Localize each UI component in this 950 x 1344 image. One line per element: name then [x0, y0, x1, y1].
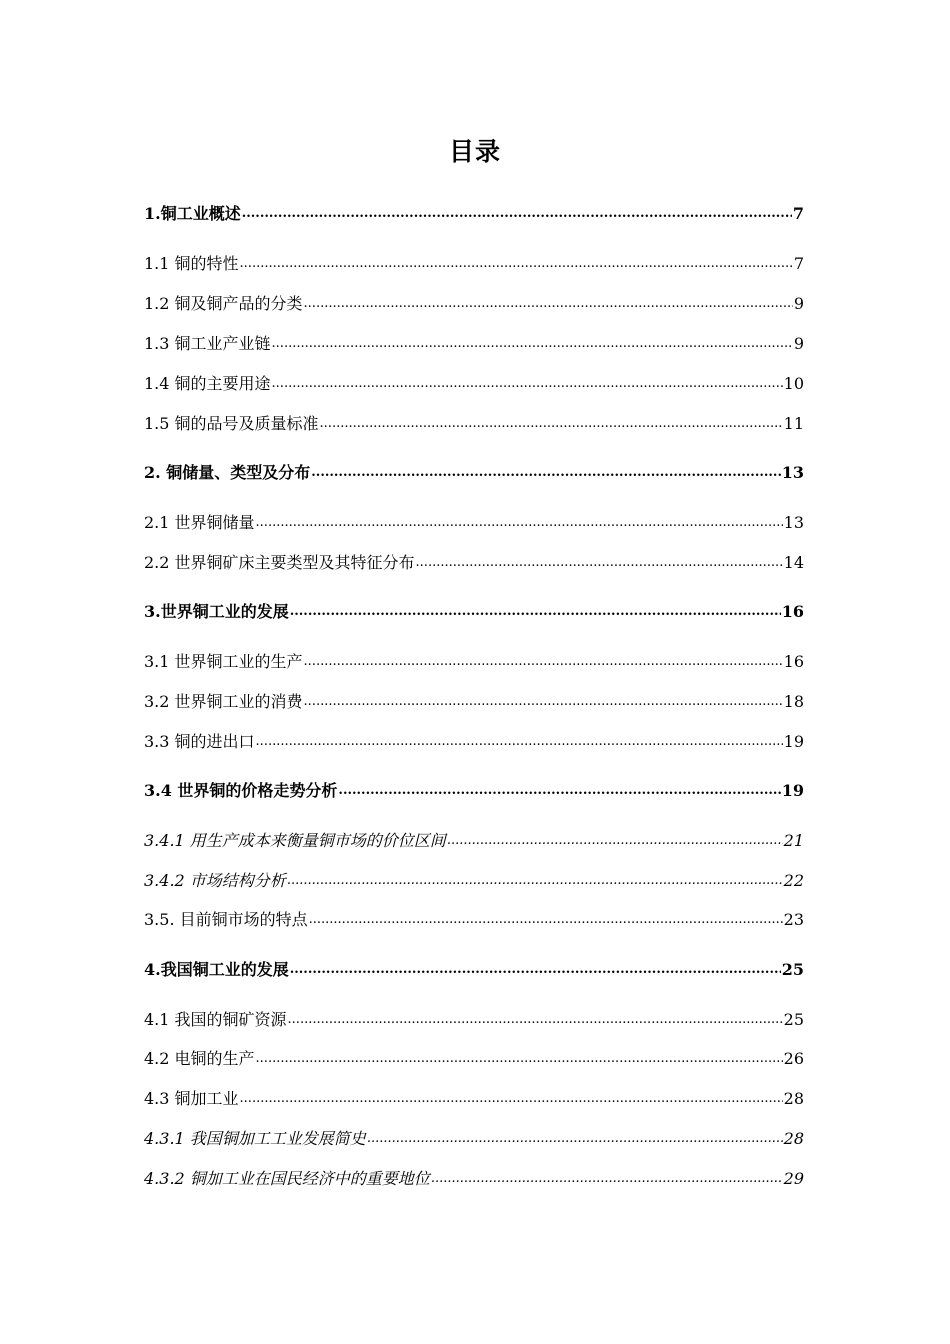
toc-entry-label: 3.5. 目前铜市场的特点: [144, 910, 308, 929]
toc-dot-leader: [304, 692, 783, 712]
toc-entry-page-number: 11: [783, 414, 804, 433]
toc-entry-page-number: 26: [783, 1049, 804, 1068]
toc-entry-page-number: 16: [781, 602, 804, 621]
toc-entry[interactable]: [144, 777, 804, 801]
toc-dot-leader: [272, 334, 793, 354]
toc-entry[interactable]: [144, 200, 804, 224]
toc-entry-page-number: 13: [783, 513, 804, 532]
toc-entry-label: 3.3 铜的进出口: [144, 732, 255, 751]
toc-dot-leader: [431, 1169, 783, 1189]
toc-entry[interactable]: [144, 1085, 804, 1109]
toc-entry-page-number: 9: [793, 334, 804, 353]
toc-entry[interactable]: [144, 250, 804, 274]
toc-entry[interactable]: [144, 728, 804, 752]
toc-entry-page-number: 23: [783, 910, 804, 929]
toc-dot-leader: [338, 781, 780, 801]
toc-entry[interactable]: [144, 688, 804, 712]
toc-entry-page-number: 21: [783, 831, 804, 850]
toc-dot-leader: [242, 204, 792, 224]
toc-entry[interactable]: [144, 370, 804, 394]
toc-entry-label: 4.3.2 铜加工业在国民经济中的重要地位: [144, 1169, 430, 1188]
toc-entry-label: 4.3.1 我国铜加工工业发展简史: [144, 1129, 366, 1148]
toc-entry-page-number: 28: [783, 1129, 804, 1148]
toc-entry[interactable]: [144, 827, 804, 851]
toc-entry-label: 4.3 铜加工业: [144, 1089, 239, 1108]
toc-entry[interactable]: [144, 1125, 804, 1149]
toc-dot-leader: [287, 871, 783, 891]
toc-entry-page-number: 9: [793, 294, 804, 313]
toc-dot-leader: [367, 1129, 783, 1149]
toc-entry[interactable]: [144, 867, 804, 891]
toc-entry[interactable]: [144, 1165, 804, 1189]
toc-entry-page-number: 14: [783, 553, 804, 572]
toc-entry[interactable]: [144, 410, 804, 434]
toc-dot-leader: [309, 910, 783, 930]
toc-entry-label: 1.1 铜的特性: [144, 254, 239, 273]
toc-dot-leader: [256, 732, 783, 752]
toc-entry-label: 3.4 世界铜的价格走势分析: [144, 781, 338, 800]
toc-entry[interactable]: [144, 1006, 804, 1030]
toc-entry-label: 4.2 电铜的生产: [144, 1049, 255, 1068]
toc-entry-label: 2.2 世界铜矿床主要类型及其特征分布: [144, 553, 415, 572]
toc-entry-label: 2. 铜储量、类型及分布: [144, 463, 311, 482]
toc-dot-leader: [447, 831, 783, 851]
toc-entry-page-number: 22: [783, 871, 804, 890]
toc-entry[interactable]: [144, 956, 804, 980]
toc-dot-leader: [290, 602, 781, 622]
toc-entry-label: 3.1 世界铜工业的生产: [144, 652, 303, 671]
toc-title: 目录: [448, 137, 501, 166]
toc-entry-page-number: 18: [783, 692, 804, 711]
toc-entry-page-number: 7: [793, 254, 804, 273]
toc-entry-label: 4.1 我国的铜矿资源: [144, 1010, 287, 1029]
toc-entry-label: 3.4.1 用生产成本来衡量铜市场的价位区间: [144, 831, 446, 850]
toc-entry-label: 1.5 铜的品号及质量标准: [144, 414, 319, 433]
toc-entry[interactable]: [144, 509, 804, 533]
toc-entry-page-number: 29: [783, 1169, 804, 1188]
toc-entry-page-number: 25: [783, 1010, 804, 1029]
toc-entry-label: 1.2 铜及铜产品的分类: [144, 294, 303, 313]
toc-entry-label: 3.2 世界铜工业的消费: [144, 692, 303, 711]
toc-dot-leader: [290, 960, 781, 980]
toc-entry[interactable]: [144, 330, 804, 354]
toc-entry-label: 4.我国铜工业的发展: [144, 960, 289, 979]
toc-entry[interactable]: [144, 1045, 804, 1069]
toc-entry-page-number: 13: [781, 463, 804, 482]
toc-dot-leader: [304, 294, 793, 314]
toc-dot-leader: [272, 374, 783, 394]
toc-entry[interactable]: [144, 549, 804, 573]
toc-dot-leader: [240, 1089, 783, 1109]
toc-entry[interactable]: [144, 290, 804, 314]
toc-entry-page-number: 28: [783, 1089, 804, 1108]
toc-dot-leader: [288, 1010, 783, 1030]
toc-entry-page-number: 10: [783, 374, 804, 393]
toc-entry-label: 1.3 铜工业产业链: [144, 334, 271, 353]
toc-dot-leader: [256, 1049, 783, 1069]
toc-entry[interactable]: [144, 906, 804, 930]
toc-entry-page-number: 7: [792, 204, 804, 223]
toc-entry-label: 1.铜工业概述: [144, 204, 241, 223]
toc-entry-page-number: 16: [783, 652, 804, 671]
toc-dot-leader: [256, 513, 783, 533]
toc-entry-page-number: 25: [781, 960, 804, 979]
toc-entry[interactable]: [144, 648, 804, 672]
toc-dot-leader: [240, 254, 793, 274]
toc-entry-page-number: 19: [783, 732, 804, 751]
toc-dot-leader: [304, 652, 783, 672]
toc-dot-leader: [416, 553, 783, 573]
toc-entry-label: 2.1 世界铜储量: [144, 513, 255, 532]
toc-entry-label: 3.4.2 市场结构分析: [144, 871, 286, 890]
toc-entry-page-number: 19: [781, 781, 804, 800]
toc-entry-label: 3.世界铜工业的发展: [144, 602, 289, 621]
toc-dot-leader: [311, 463, 780, 483]
toc-entry[interactable]: [144, 598, 804, 622]
toc-entry[interactable]: [144, 459, 804, 483]
toc-entry-label: 1.4 铜的主要用途: [144, 374, 271, 393]
toc-dot-leader: [320, 414, 783, 434]
